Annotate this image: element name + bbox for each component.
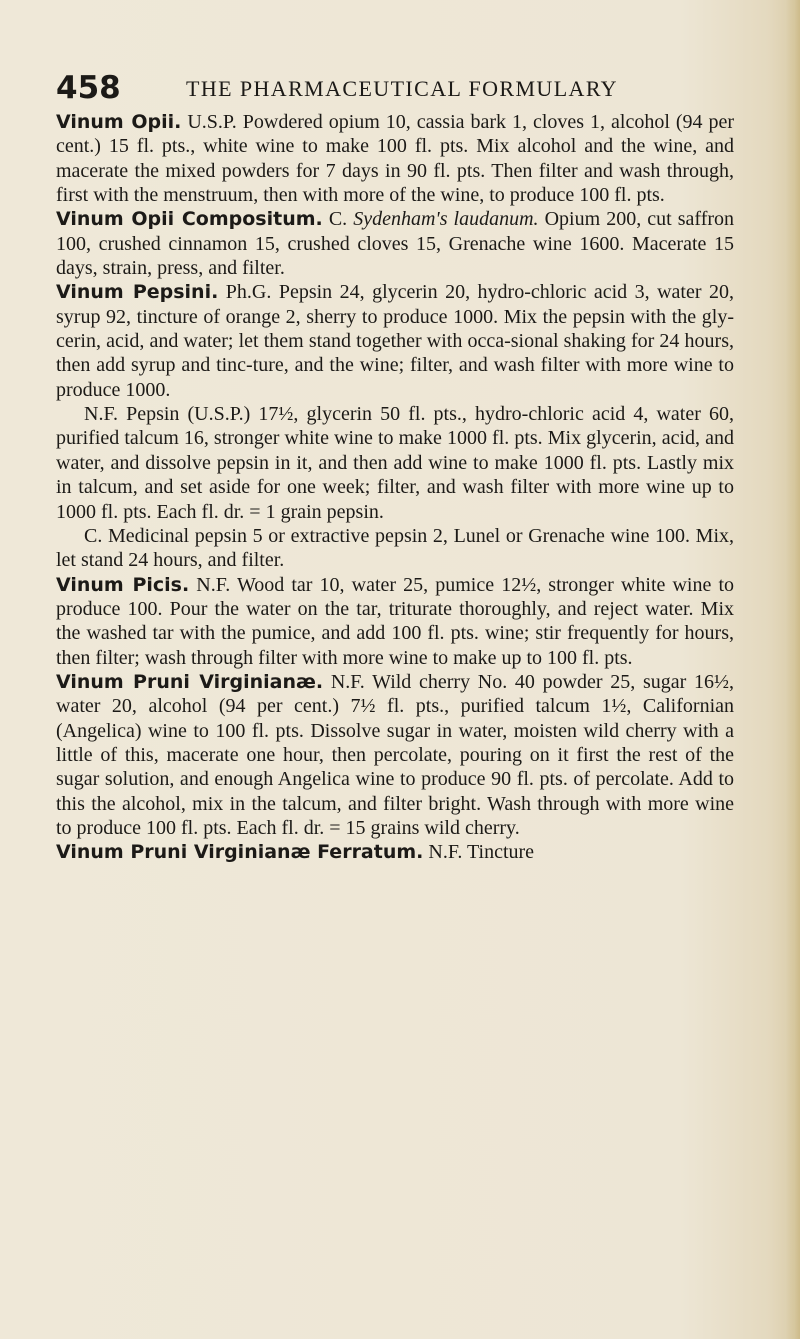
page-edge-shadow	[786, 0, 800, 1339]
entry-vinum-pepsini	[56, 280, 734, 402]
entry-vinum-picis	[56, 573, 734, 670]
entry-text: Opium 200, cut saffron 100, crushed cinnamon 15, crushed cloves 15, Grenache wine 1600. Macerate 15 days, strain, press, and filter.	[56, 208, 735, 280]
entry-vinum-pruni-virginianae-ferratum	[56, 840, 734, 864]
entry-subparagraph-c: C. Medicinal pepsin 5 or extractive pepsin 2, Lunel or Grenache wine 100. Mix, let stand 24 hours, and filter.	[56, 524, 734, 572]
entry-subparagraph-nf: N.F. Pepsin (U.S.P.) 17½, glycerin 50 fl. pts., hydro-chloric acid 4, water 60, purified talcum 16, stronger white wine to make 1000 fl. pts. Mix glycerin, acid, and water, and dissolve pepsin in it, and then add wine to make 1000 fl. pts. Lastly mix in talcum, and set aside for one week; filter, and wash filter with more wine up to 1000 fl. pts. Each fl. dr. = 1 grain pepsin.	[56, 403, 734, 523]
entry-vinum-opii	[56, 110, 734, 207]
running-head: THE PHARMACEUTICAL FORMULARY	[186, 76, 618, 101]
entry-vinum-pruni-virginianae	[56, 670, 734, 840]
entry-headword: Vinum Pepsini.	[56, 281, 219, 304]
entry-headword: Vinum Picis.	[56, 573, 190, 596]
entry-italic-synonym: Sydenham's laudanum.	[353, 208, 539, 231]
entry-text: N.F. Wild cherry No. 40 powder 25, sugar 16½, water 20, alcohol (94 per cent.) 7½ fl. pts., purified talcum 1½, Californian (Angelica) wine to 100 fl. pts. Dissolve sugar in water, moisten wild cherry with a little of this, macerate one hour, then percolate, pouring on it first the rest of the sugar solution, and enough Angelica wine to produce 90 fl. pts. of percolate. Add to this the alcohol, mix in the talcum, and filter bright. Wash through with more wine to produce 100 fl. pts. Each fl. dr. = 15 grains wild cherry.	[56, 670, 734, 839]
entry-headword: Vinum Opii Compositum.	[56, 208, 323, 231]
page-number: 458	[56, 70, 121, 106]
page-header	[56, 70, 736, 110]
entry-headword: Vinum Pruni Virginianæ Ferratum.	[56, 841, 424, 864]
entry-text: U.S.P. Powdered opium 10, cassia bark 1, cloves 1, alcohol (94 per cent.) 15 fl. pts., white wine to make 100 fl. pts. Mix alcohol and the wine, and macerate the mixed powders for 7 days in 90 fl. pts. Then filter and wash through, first with the menstruum, then with more of the wine, to produce 100 fl. pts.	[56, 111, 735, 207]
entry-text-prefix: C.	[328, 208, 348, 231]
entry-text: N.F. Tincture	[428, 841, 535, 864]
entry-headword: Vinum Opii.	[56, 111, 182, 133]
entry-headword: Vinum Pruni Virginianæ.	[56, 670, 324, 693]
page-body	[56, 110, 734, 865]
entry-vinum-opii-compositum	[56, 207, 734, 280]
entry-text: N.F. Wood tar 10, water 25, pumice 12½, stronger white wine to produce 100. Pour the water on the tar, triturate thoroughly, and reject water. Mix the washed tar with the pumice, and add 100 fl. pts. wine; stir frequently for hours, then filter; wash through filter with more wine to make up to 100 fl. pts.	[56, 573, 734, 669]
entry-text: Ph.G. Pepsin 24, glycerin 20, hydro-chloric acid 3, water 20, syrup 92, tincture of orange 2, sherry to produce 1000. Mix the pepsin with the gly-cerin, acid, and water; let them stand together with occa-sional shaking for 24 hours, then add syrup and tinc-ture, and the wine; filter, and wash filter with more wine to produce 1000.	[56, 281, 734, 401]
